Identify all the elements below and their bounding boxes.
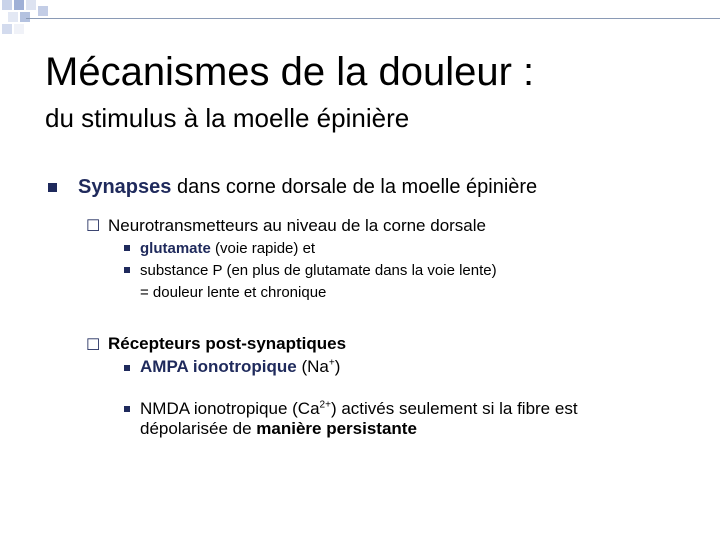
nmda-emphasis: manière persistante <box>256 419 417 438</box>
synapses-point <box>78 174 537 200</box>
checkbox-bullet-icon: ☐ <box>86 218 101 235</box>
synapses-text: dans corne dorsale de la moelle épinière <box>171 176 538 198</box>
substance-p-continuation: = douleur lente et chronique <box>140 284 327 301</box>
ampa-item <box>140 356 340 378</box>
corner-decoration <box>0 0 60 40</box>
nmda-superscript: 2+ <box>319 399 331 411</box>
nmda-text: NMDA ionotropique (Ca <box>140 399 320 418</box>
nmda-continuation <box>140 418 417 440</box>
nmda-text-end: ) activés seulement si la fibre est <box>330 399 578 418</box>
synapses-keyword: Synapses <box>78 176 172 198</box>
glutamate-keyword: glutamate <box>140 240 211 257</box>
ampa-text: (Na <box>296 357 329 376</box>
substance-p-item: substance P (en plus de glutamate dans la voie lente) <box>140 262 497 279</box>
checkbox-bullet-icon: ☐ <box>86 337 101 354</box>
slide-title: Mécanismes de la douleur : <box>45 50 535 94</box>
square-bullet-icon <box>124 267 130 273</box>
header-rule <box>26 18 720 19</box>
ampa-keyword: AMPA ionotropique <box>140 357 297 376</box>
ampa-superscript: + <box>328 357 335 369</box>
slide-subtitle: du stimulus à la moelle épinière <box>45 103 410 133</box>
receptors-heading: Récepteurs post-synaptiques <box>108 334 347 353</box>
square-bullet-icon <box>124 406 130 412</box>
square-bullet-icon <box>124 245 130 251</box>
nmda-continuation-text: dépolarisée de <box>140 419 257 438</box>
neurotransmitters-heading: Neurotransmetteurs au niveau de la corne dorsale <box>108 216 486 235</box>
ampa-close: ) <box>334 357 341 376</box>
glutamate-text: (voie rapide) et <box>210 240 316 257</box>
square-bullet-icon <box>48 183 57 192</box>
glutamate-item <box>140 238 315 259</box>
square-bullet-icon <box>124 365 130 371</box>
nmda-item <box>140 398 578 420</box>
